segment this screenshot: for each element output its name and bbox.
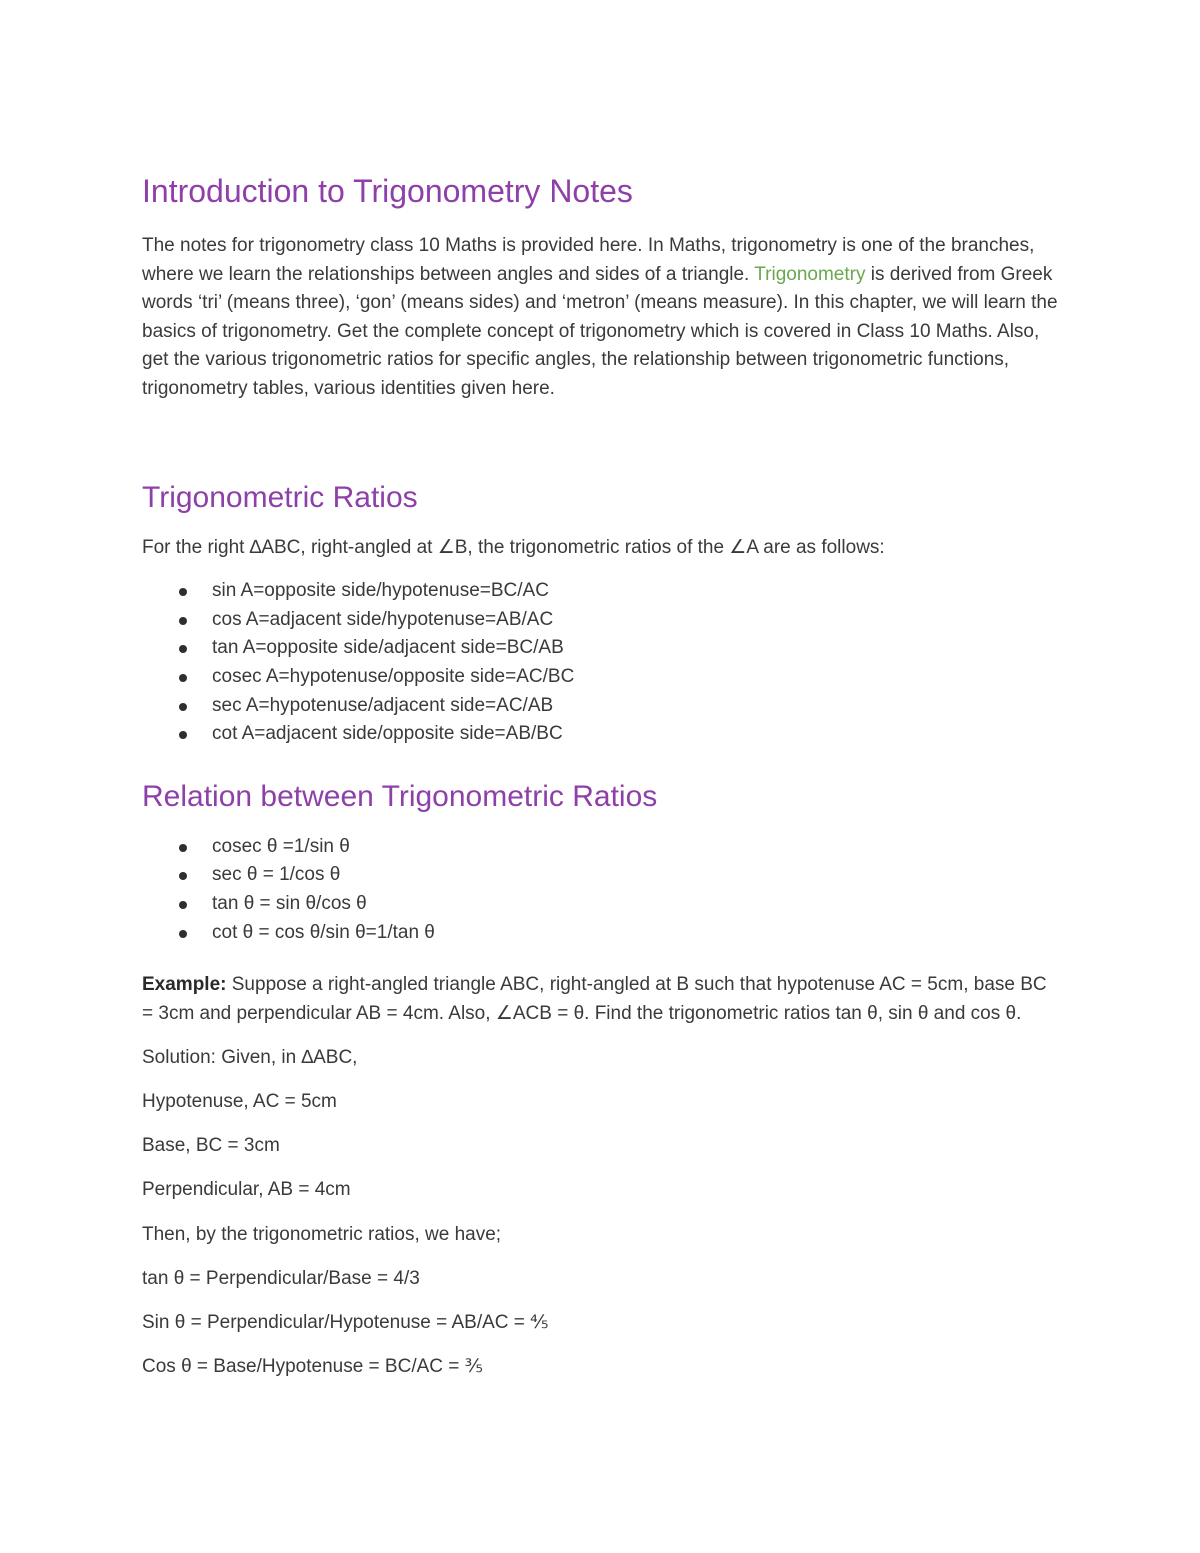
list-item xyxy=(142,919,1062,948)
bullet-icon xyxy=(179,872,187,880)
list-item xyxy=(142,606,1062,635)
ratios-list xyxy=(142,577,1062,749)
bullet-icon xyxy=(179,930,187,938)
solution-block xyxy=(142,1044,1062,1382)
list-item xyxy=(142,634,1062,663)
solution-line: Then, by the trigonometric ratios, we have; xyxy=(142,1223,502,1245)
bullet-icon xyxy=(179,645,187,653)
bullet-icon xyxy=(179,617,187,625)
list-item-text: cot A=adjacent side/opposite side=AB/BC xyxy=(212,723,563,745)
list-item xyxy=(142,720,1062,749)
relations-heading: Relation between Trigonometric Ratios xyxy=(142,779,658,813)
bullet-icon xyxy=(179,731,187,739)
document-page xyxy=(142,170,1062,1397)
list-item-text: cosec θ =1/sin θ xyxy=(212,835,350,857)
list-item-text: sec θ = 1/cos θ xyxy=(212,864,341,886)
bullet-icon xyxy=(179,588,187,596)
ratios-lead: For the right ∆ABC, right-angled at ∠B, the trigonometric ratios of the ∠A are as follows: xyxy=(142,536,885,558)
bullet-icon xyxy=(179,674,187,682)
intro-paragraph xyxy=(142,232,1062,404)
solution-line: Solution: Given, in ∆ABC, xyxy=(142,1046,358,1068)
solution-line: Sin θ = Perpendicular/Hypotenuse = AB/AC = ⅘ xyxy=(142,1312,549,1333)
example-label: Example: xyxy=(142,974,227,996)
intro-text-start: The notes for trigonometry class 10 Maths is provided here. In Maths, trigonometry is one of the branches, where we learn the relationships between angles and sides of a triangle. xyxy=(142,235,1035,285)
list-item xyxy=(142,577,1062,606)
list-item-text: tan A=opposite side/adjacent side=BC/AB xyxy=(212,637,564,659)
trigonometry-link[interactable]: Trigonometry xyxy=(754,263,866,285)
intro-text-end: is derived from Greek words ‘tri’ (means three), ‘gon’ (means sides) and ‘metron’ (means measure). In this chapter, we will learn the basics of trigonometry. Get the complete concept of trigonometry which is covered in Class 10 Maths. Also, get the various trigonometric ratios for specific angles, the relationship between trigonometric functions, trigonometry tables, various identities given here. xyxy=(142,263,1058,399)
list-item xyxy=(142,833,1062,862)
bullet-icon xyxy=(179,844,187,852)
solution-line: Base, BC = 3cm xyxy=(142,1135,280,1157)
example-text: Suppose a right-angled triangle ABC, right-angled at B such that hypotenuse AC = 5cm, base BC = 3cm and perpendicular AB = 4cm. Also, ∠ACB = θ. Find the trigonometric ratios tan θ, sin θ and cos θ. xyxy=(142,974,1047,1024)
example-paragraph xyxy=(142,971,1062,1028)
bullet-icon xyxy=(179,703,187,711)
list-item xyxy=(142,692,1062,721)
solution-line: Perpendicular, AB = 4cm xyxy=(142,1179,351,1201)
bullet-icon xyxy=(179,901,187,909)
ratios-heading: Trigonometric Ratios xyxy=(142,480,418,514)
list-item-text: sec A=hypotenuse/adjacent side=AC/AB xyxy=(212,694,554,716)
solution-line: Cos θ = Base/Hypotenuse = BC/AC = ⅗ xyxy=(142,1356,484,1378)
relations-list xyxy=(142,833,1062,947)
list-item-text: tan θ = sin θ/cos θ xyxy=(212,892,367,914)
solution-line: Hypotenuse, AC = 5cm xyxy=(142,1091,337,1113)
page-title: Introduction to Trigonometry Notes xyxy=(142,173,633,209)
list-item-text: cot θ = cos θ/sin θ=1/tan θ xyxy=(212,921,435,943)
list-item xyxy=(142,890,1062,919)
solution-line: tan θ = Perpendicular/Base = 4/3 xyxy=(142,1267,420,1289)
list-item xyxy=(142,861,1062,890)
list-item-text: cos A=adjacent side/hypotenuse=AB/AC xyxy=(212,608,554,630)
list-item-text: cosec A=hypotenuse/opposite side=AC/BC xyxy=(212,665,575,687)
list-item xyxy=(142,663,1062,692)
list-item-text: sin A=opposite side/hypotenuse=BC/AC xyxy=(212,580,549,602)
